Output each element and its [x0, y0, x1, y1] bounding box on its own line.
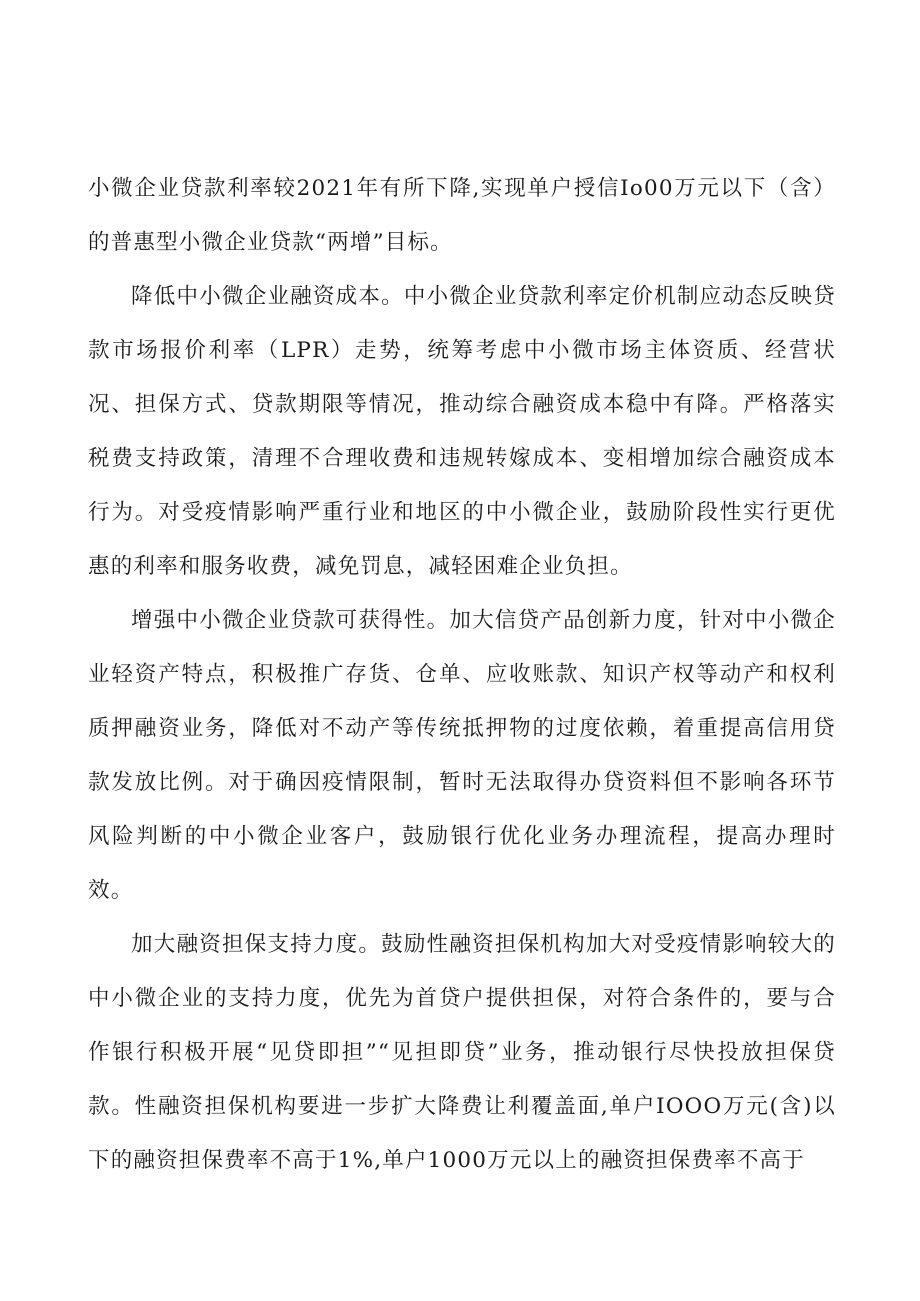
paragraph-loan-availability: 增强中小微企业贷款可获得性。加大信贷产品创新力度，针对中小微企业轻资产特点，积极推广存货、仓单、应收账款、知识产权等动产和权利质押融资业务，降低对不动产等传统抵押物的过度依赖，着重提高信用贷款发放比例。对于确因疫情限制，暂时无法取得办贷资料但不影响各环节风险判断的中小微企业客户，鼓励银行优化业务办理流程，提高办理时效。 [88, 608, 836, 903]
paragraph-reduce-financing-cost: 降低中小微企业融资成本。中小微企业贷款利率定价机制应动态反映贷款市场报价利率（LPR）走势，统筹考虑中小微市场主体资质、经营状况、担保方式、贷款期限等情况，推动综合融资成本稳中有降。严格落实税费支持政策，清理不合理收费和违规转嫁成本、变相增加综合融资成本行为。对受疫情影响严重行业和地区的中小微企业，鼓励阶段性实行更优惠的利率和服务收费，减免罚息，减轻困难企业负担。 [88, 284, 836, 579]
paragraph-guarantee-support: 加大融资担保支持力度。鼓励性融资担保机构加大对受疫情影响较大的中小微企业的支持力度，优先为首贷户提供担保，对符合条件的，要与合作银行积极开展“见贷即担”“见担即贷”业务，推动银行尽快投放担保贷款。性融资担保机构要进一步扩大降费让利覆盖面,单户IOOO万元(含)以下的融资担保费率不高于1%,单户1000万元以上的融资担保费率不高于 [88, 932, 836, 1173]
paragraph-loan-rate-target: 小微企业贷款利率较2021年有所下降,实现单户授信Io00万元以下（含）的普惠型小微企业贷款“两增”目标。 [88, 176, 836, 255]
document-body [88, 162, 836, 1188]
